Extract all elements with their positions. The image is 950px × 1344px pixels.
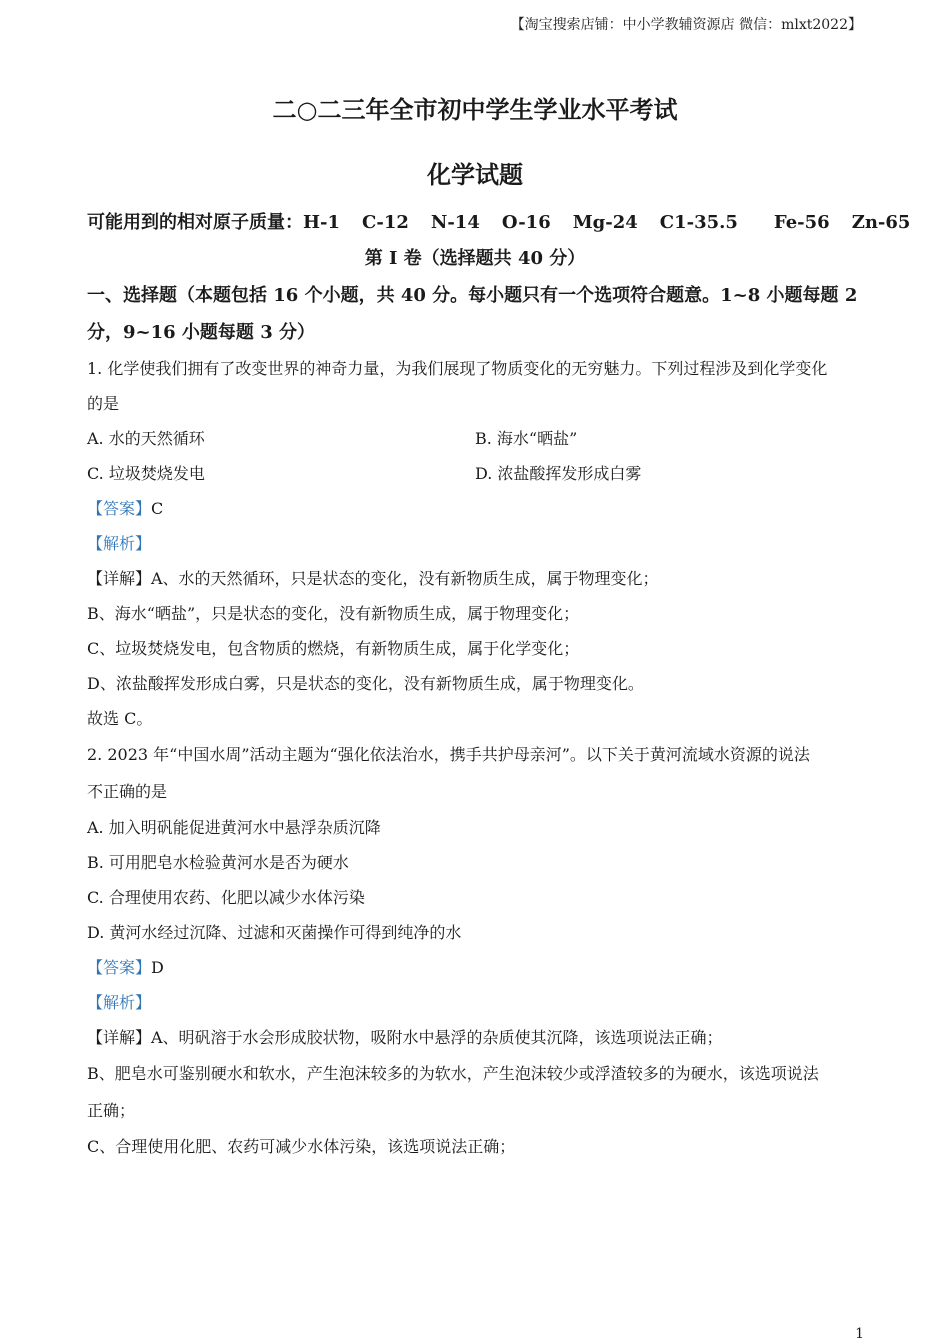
part-heading — [87, 277, 863, 351]
detail-line: 【详解】A、水的天然循环，只是状态的变化，没有新物质生成，属于物理变化； — [87, 569, 659, 588]
section-title: 第 I 卷（选择题共 40 分） — [364, 248, 586, 269]
answer-value: C — [151, 499, 164, 518]
option-row — [87, 421, 863, 456]
atomic-mass-line — [87, 205, 911, 241]
question-stem: 1. 化学使我们拥有了改变世界的神奇力量，为我们展现了物质变化的无穷魅力。下列过程涉及到化学变化 — [87, 359, 828, 378]
option-d: D. 浓盐酸挥发形成白雾 — [475, 464, 642, 483]
answer-line — [87, 950, 863, 985]
detail-line: D、浓盐酸挥发形成白雾，只是状态的变化，没有新物质生成，属于物理变化。 — [87, 674, 644, 693]
part-heading-line: 一、选择题（本题包括 16 个小题，共 40 分。每小题只有一个选项符合题意。1~8 小题每题 2 — [87, 285, 858, 306]
detail-line: B、肥皂水可鉴别硬水和软水，产生泡沫较多的为软水，产生泡沫较少或浮渣较多的为硬水，该选项说法 — [87, 1064, 819, 1083]
part-heading-line: 分，9~16 小题每题 3 分） — [87, 322, 315, 343]
detail-line: 【详解】A、明矾溶于水会形成胶状物，吸附水中悬浮的杂质使其沉降，该选项说法正确； — [87, 1028, 723, 1047]
header-note: 【淘宝搜索店铺：中小学教辅资源店 微信：mlxt2022】 — [510, 17, 862, 33]
atomic-mass-item: O-16 — [501, 212, 551, 233]
detail-line: C、合理使用化肥、农药可减少水体污染，该选项说法正确； — [87, 1137, 516, 1156]
detail-line: 正确； — [87, 1101, 136, 1120]
page-title: 二○二三年全市初中学生学业水平考试 — [272, 95, 678, 124]
answer-tag: 【答案】 — [87, 499, 152, 518]
atomic-mass-item: H-1 — [303, 212, 341, 233]
analysis-tag: 【解析】 — [87, 993, 152, 1012]
atomic-mass-item: C-12 — [362, 212, 409, 233]
question-stem: 2. 2023 年“中国水周”活动主题为“强化依法治水，携手共护母亲河”。以下关于黄河流域水资源的说法 — [87, 745, 810, 764]
atomic-mass-item: C1-35.5 — [659, 212, 738, 233]
detail-line: C、垃圾焚烧发电，包含物质的燃烧，有新物质生成，属于化学变化； — [87, 639, 580, 658]
question-stem: 不正确的是 — [87, 782, 168, 801]
answer-value: D — [151, 958, 164, 977]
option-c: C. 合理使用农药、化肥以减少水体污染 — [87, 888, 365, 907]
atomic-mass-item: Mg-24 — [572, 212, 638, 233]
atomic-mass-item: N-14 — [430, 212, 480, 233]
option-b: B. 海水“晒盐” — [475, 429, 578, 448]
question-stem: 的是 — [87, 394, 120, 413]
option-a: A. 水的天然循环 — [87, 429, 205, 448]
question-2 — [87, 736, 863, 1164]
question-1 — [87, 351, 863, 736]
conclusion-line: 故选 C。 — [87, 709, 153, 728]
detail-line: B、海水“晒盐”，只是状态的变化，没有新物质生成，属于物理变化； — [87, 604, 580, 623]
atomic-mass-item: Fe-56 — [773, 212, 830, 233]
page-subtitle: 化学试题 — [427, 160, 523, 189]
option-a: A. 加入明矾能促进黄河水中悬浮杂质沉降 — [87, 818, 381, 837]
option-c: C. 垃圾焚烧发电 — [87, 464, 205, 483]
atomic-mass-item: Zn-65 — [851, 212, 911, 233]
option-row — [87, 456, 863, 491]
option-b: B. 可用肥皂水检验黄河水是否为硬水 — [87, 853, 349, 872]
page-number: 1 — [855, 1326, 864, 1342]
option-d: D. 黄河水经过沉降、过滤和灭菌操作可得到纯净的水 — [87, 923, 462, 942]
document-body — [87, 205, 911, 1164]
analysis-tag: 【解析】 — [87, 534, 152, 553]
answer-tag: 【答案】 — [87, 958, 152, 977]
atomic-mass-label: 可能用到的相对原子质量： — [87, 212, 303, 233]
answer-line — [87, 491, 863, 526]
